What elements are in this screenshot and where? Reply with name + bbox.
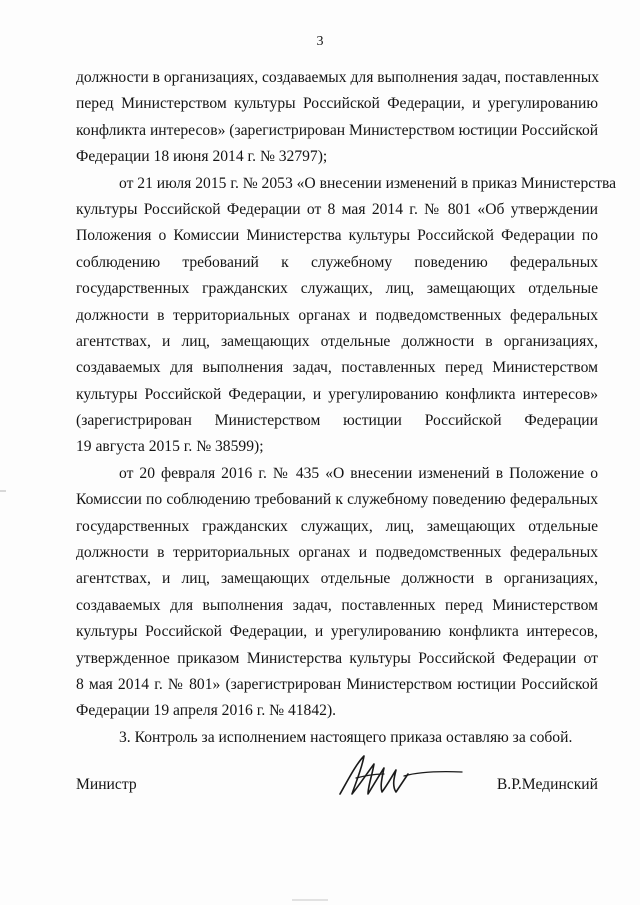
text-line: (зарегистрирован Министерством юстиции Российской Федерации — [76, 412, 598, 430]
text-line: государственных гражданских служащих, лиц, замещающих отдельные — [76, 517, 598, 535]
text-line: культуры Российской Федерации от 8 мая 2014 г. № 801 «Об утверждении — [76, 200, 598, 218]
document-body — [76, 65, 617, 751]
text-line: должности в территориальных органах и подведомственных федеральных — [76, 306, 598, 324]
text-line: 19 августа 2015 г. № 38599); — [76, 438, 264, 456]
text-line: создаваемых для выполнения задач, поставленных перед Министерством — [76, 596, 598, 614]
text-line: должности в организациях, создаваемых для выполнения задач, поставленных — [76, 69, 600, 86]
text-line: агентствах, и лиц, замещающих отдельные должности в организациях, — [76, 570, 598, 588]
text-line: Федерации 19 апреля 2016 г. № 41842). — [76, 702, 337, 720]
signatory-name: В.Р.Мединский — [496, 776, 598, 793]
text-line: от 21 июля 2015 г. № 2053 «О внесении изменений в приказ Министерства — [119, 174, 617, 192]
text-line: должности в территориальных органах и подведомственных федеральных — [76, 544, 598, 562]
page-number: 3 — [316, 34, 324, 49]
scan-edge-mark — [0, 490, 6, 492]
text-line: соблюдению требований к служебному поведению федеральных — [76, 253, 598, 271]
text-line: культуры Российской Федерации, и урегулированию конфликта интересов» — [76, 385, 598, 403]
text-line: Федерации 18 июня 2014 г. № 32797); — [76, 148, 328, 166]
text-line: культуры Российской Федерации, и урегулированию конфликта интересов, — [76, 623, 598, 641]
text-line: конфликта интересов» (зарегистрирован Министерством юстиции Российской — [76, 121, 599, 139]
text-line: 3. Контроль за исполнением настоящего приказа оставляю за собой. — [119, 728, 573, 746]
text-line: Положения о Комиссии Министерства культуры Российской Федерации по — [76, 227, 598, 245]
signatory-title: Министр — [76, 776, 137, 793]
text-line: утвержденное приказом Министерства культуры Российской Федерации от — [76, 649, 598, 667]
scan-bottom-mark — [292, 899, 328, 901]
text-line: от 20 февраля 2016 г. № 435 «О внесении изменений в Положение о — [119, 464, 598, 482]
text-line: государственных гражданских служащих, лиц, замещающих отдельные — [76, 280, 598, 298]
handwritten-signature — [334, 750, 466, 802]
text-line: агентствах, и лиц, замещающих отдельные должности в организациях, — [76, 332, 598, 350]
text-line: создаваемых для выполнения задач, поставленных перед Министерством — [76, 359, 598, 377]
text-line: перед Министерством культуры Российской Федерации, и урегулированию — [76, 95, 598, 113]
text-line: Комиссии по соблюдению требований к служебному поведению федеральных — [76, 491, 598, 509]
text-line: 8 мая 2014 г. № 801» (зарегистрирован Министерством юстиции Российской — [76, 675, 598, 693]
